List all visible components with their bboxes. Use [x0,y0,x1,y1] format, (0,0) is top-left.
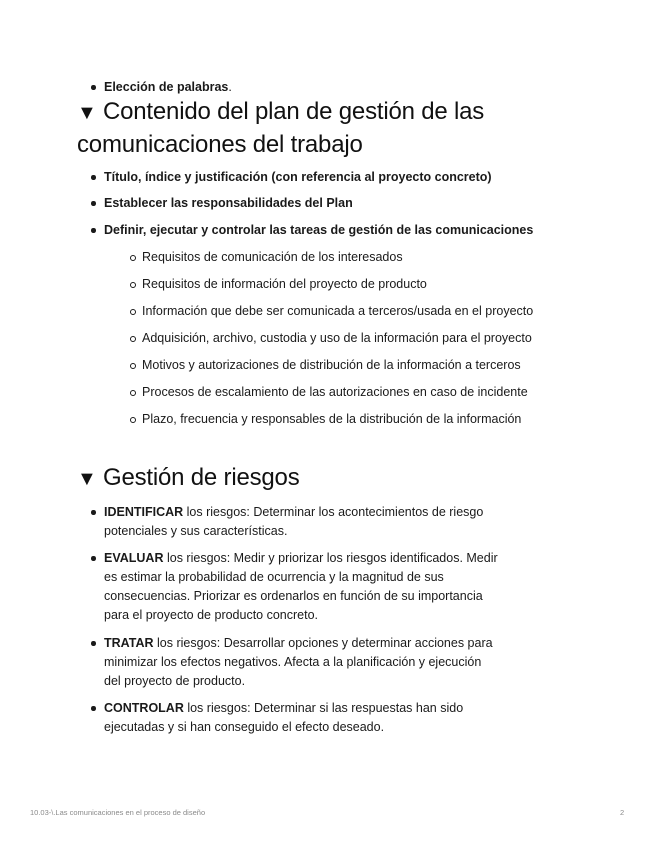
list-item [104,194,574,213]
item-keyword: CONTROLAR [104,701,184,715]
item-line: potenciales y sus características. [104,524,288,538]
list-item [104,168,574,187]
section-heading-comunicaciones[interactable] [77,96,484,161]
item-line: los riesgos: Determinar los acontecimientos de riesgo [183,505,484,519]
item-line: los riesgos: Determinar si las respuestas han sido [183,701,464,715]
list-item [104,699,574,737]
toggle-triangle-icon[interactable]: ▼ [77,102,97,124]
bullet-suffix: . [228,80,232,94]
sub-list-item: Procesos de escalamiento de las autorizaciones en caso de incidente [142,384,602,401]
list-item [104,503,574,541]
item-line: consecuencias. Priorizar es ordenarlos en función de su importancia [104,589,483,603]
item-keyword: IDENTIFICAR [104,505,184,519]
heading-line-2: comunicaciones del trabajo [77,131,363,158]
section-heading-riesgos[interactable] [77,462,300,495]
list-item [104,549,574,625]
sub-list-item: Plazo, frecuencia y responsables de la distribución de la información [142,411,602,428]
sub-list-item: Adquisición, archivo, custodia y uso de la información para el proyecto [142,330,602,347]
item-line: los riesgos: Medir y priorizar los riesgos identificados. Medir [163,551,498,565]
sub-list-item: Motivos y autorizaciones de distribución de la información a terceros [142,357,602,374]
sub-list-item: Información que debe ser comunicada a terceros/usada en el proyecto [142,303,602,320]
item-text: Definir, ejecutar y controlar las tareas de gestión de las comunicaciones [104,223,534,237]
item-keyword: EVALUAR [104,551,164,565]
item-keyword: TRATAR [104,636,154,650]
item-line: para el proyecto de producto concreto. [104,608,319,622]
item-text: Título, índice y justificación (con referencia al proyecto concreto) [104,170,492,184]
footer-doc-title: 10.03-\.Las comunicaciones en el proceso de diseño [30,808,206,817]
item-line: del proyecto de producto. [104,674,246,688]
list-item [104,221,574,240]
item-line: minimizar los efectos negativos. Afecta a la planificación y ejecución [104,655,482,669]
item-line: los riesgos: Desarrollar opciones y determinar acciones para [153,636,493,650]
item-text: Establecer las responsabilidades del Plan [104,196,353,210]
item-line: es estimar la probabilidad de ocurrencia y la magnitud de sus [104,570,444,584]
item-line: ejecutadas y si han conseguido el efecto deseado. [104,720,385,734]
sub-list-item: Requisitos de comunicación de los interesados [142,249,602,266]
list-item [104,78,574,97]
heading-line-1: Contenido del plan de gestión de las [103,98,485,125]
list-item [104,634,574,691]
sub-list-item: Requisitos de información del proyecto de producto [142,276,602,293]
bullet-text: Elección de palabras [104,80,229,94]
footer-page-number: 2 [620,808,625,817]
heading-text: Gestión de riesgos [103,464,300,491]
toggle-triangle-icon[interactable]: ▼ [77,468,97,490]
